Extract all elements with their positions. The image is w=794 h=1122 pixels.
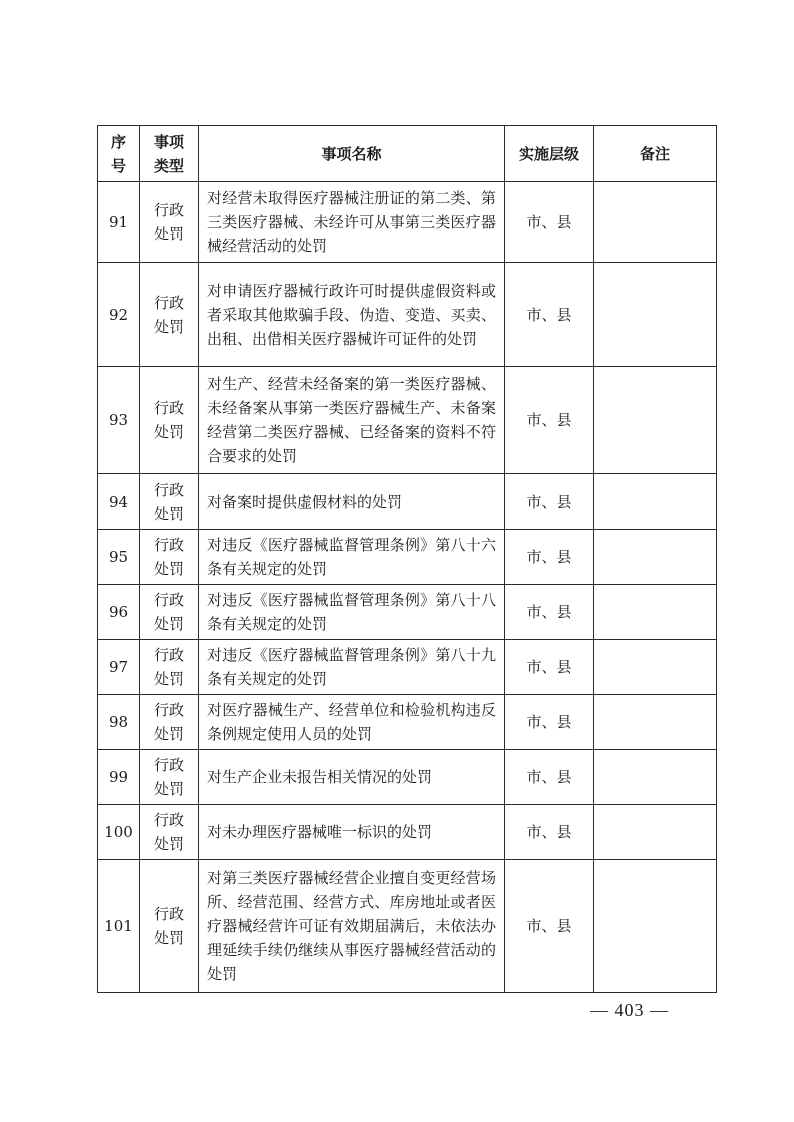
- row-name: 对违反《医疗器械监督管理条例》第八十九条有关规定的处罚: [199, 640, 505, 695]
- row-note: [594, 585, 717, 640]
- row-level: 市、县: [505, 182, 594, 263]
- row-type: 行政处罚: [140, 750, 199, 805]
- row-no: 98: [98, 695, 140, 750]
- row-level: 市、县: [505, 367, 594, 474]
- row-note: [594, 263, 717, 367]
- page-number: — 403 —: [590, 1000, 669, 1020]
- row-note: [594, 695, 717, 750]
- row-name: 对违反《医疗器械监督管理条例》第八十六条有关规定的处罚: [199, 530, 505, 585]
- row-note: [594, 182, 717, 263]
- items-table: [97, 125, 717, 993]
- row-no: 97: [98, 640, 140, 695]
- header-name: 事项名称: [199, 126, 505, 182]
- row-type: 行政处罚: [140, 695, 199, 750]
- table-row: [98, 805, 717, 860]
- row-no: 100: [98, 805, 140, 860]
- row-name: 对违反《医疗器械监督管理条例》第八十八条有关规定的处罚: [199, 585, 505, 640]
- table-row: [98, 530, 717, 585]
- table-row: [98, 367, 717, 474]
- row-type: 行政处罚: [140, 640, 199, 695]
- row-level: 市、县: [505, 263, 594, 367]
- row-name: 对生产、经营未经备案的第一类医疗器械、未经备案从事第一类医疗器械生产、未备案经营第二类医疗器械、已经备案的资料不符合要求的处罚: [199, 367, 505, 474]
- row-type: 行政处罚: [140, 263, 199, 367]
- row-no: 94: [98, 474, 140, 530]
- table-row: [98, 474, 717, 530]
- row-type: 行政处罚: [140, 367, 199, 474]
- table-row: [98, 695, 717, 750]
- row-name: 对申请医疗器械行政许可时提供虚假资料或者采取其他欺骗手段、伪造、变造、买卖、出租、出借相关医疗器械许可证件的处罚: [199, 263, 505, 367]
- row-level: 市、县: [505, 805, 594, 860]
- row-level: 市、县: [505, 695, 594, 750]
- row-name: 对未办理医疗器械唯一标识的处罚: [199, 805, 505, 860]
- row-type: 行政处罚: [140, 585, 199, 640]
- row-level: 市、县: [505, 640, 594, 695]
- row-no: 96: [98, 585, 140, 640]
- row-level: 市、县: [505, 585, 594, 640]
- table-row: [98, 182, 717, 263]
- row-level: 市、县: [505, 750, 594, 805]
- row-level: 市、县: [505, 860, 594, 993]
- row-type: 行政处罚: [140, 860, 199, 993]
- row-name: 对第三类医疗器械经营企业擅自变更经营场所、经营范围、经营方式、库房地址或者医疗器械经营许可证有效期届满后，未依法办理延续手续仍继续从事医疗器械经营活动的处罚: [199, 860, 505, 993]
- table-row: [98, 640, 717, 695]
- row-no: 95: [98, 530, 140, 585]
- row-name: 对生产企业未报告相关情况的处罚: [199, 750, 505, 805]
- header-type: 事项类型: [140, 126, 199, 182]
- row-type: 行政处罚: [140, 805, 199, 860]
- row-name: 对医疗器械生产、经营单位和检验机构违反条例规定使用人员的处罚: [199, 695, 505, 750]
- table-row: [98, 585, 717, 640]
- row-note: [594, 640, 717, 695]
- row-no: 91: [98, 182, 140, 263]
- row-type: 行政处罚: [140, 530, 199, 585]
- row-level: 市、县: [505, 530, 594, 585]
- row-name: 对备案时提供虚假材料的处罚: [199, 474, 505, 530]
- table-header-row: [98, 126, 717, 182]
- table-row: [98, 860, 717, 993]
- table-row: [98, 750, 717, 805]
- header-note: 备注: [594, 126, 717, 182]
- table-row: [98, 263, 717, 367]
- row-note: [594, 474, 717, 530]
- row-note: [594, 860, 717, 993]
- row-note: [594, 530, 717, 585]
- row-no: 92: [98, 263, 140, 367]
- header-level: 实施层级: [505, 126, 594, 182]
- row-no: 101: [98, 860, 140, 993]
- row-note: [594, 805, 717, 860]
- row-no: 93: [98, 367, 140, 474]
- row-note: [594, 750, 717, 805]
- row-type: 行政处罚: [140, 182, 199, 263]
- row-no: 99: [98, 750, 140, 805]
- row-note: [594, 367, 717, 474]
- row-name: 对经营未取得医疗器械注册证的第二类、第三类医疗器械、未经许可从事第三类医疗器械经营活动的处罚: [199, 182, 505, 263]
- row-type: 行政处罚: [140, 474, 199, 530]
- header-no: 序号: [98, 126, 140, 182]
- row-level: 市、县: [505, 474, 594, 530]
